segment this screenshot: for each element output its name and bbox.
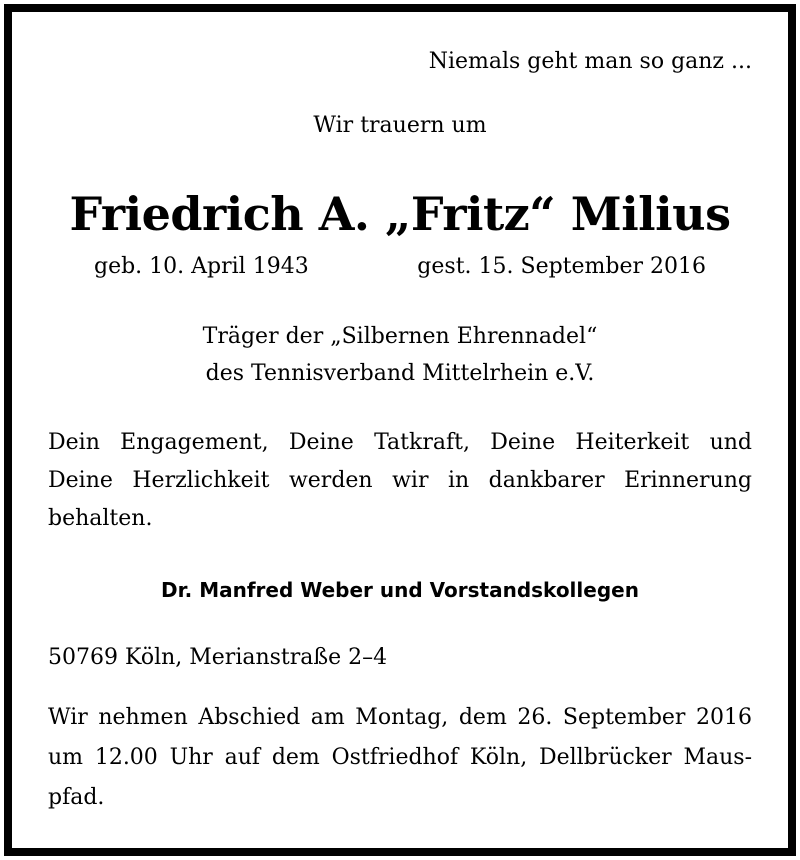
deceased-name: Friedrich A. „Fritz“ Milius: [69, 187, 731, 241]
honor-text: [48, 318, 752, 392]
funeral-line: pfad.: [48, 785, 105, 810]
tribute-line: behalten.: [48, 506, 153, 531]
funeral-line: um 12.00 Uhr auf dem Ostfriedhof Köln, Dellbrücker Maus-: [48, 745, 752, 770]
obituary-notice: [48, 0, 752, 860]
death-date: gest. 15. September 2016: [417, 254, 706, 279]
motto: Niemals geht man so ganz ...: [428, 49, 752, 74]
honor-line: des Tennisverband Mittelrhein e.V.: [205, 361, 595, 386]
signer: Dr. Manfred Weber und Vorstandskollegen: [161, 578, 639, 602]
tribute-line: Dein Engagement, Deine Tatkraft, Deine Heiterkeit und: [48, 430, 752, 455]
address: 50769 Köln, Merianstraße 2–4: [48, 645, 388, 670]
birth-date: geb. 10. April 1943: [94, 254, 309, 279]
honor-line: Träger der „Silbernen Ehrennadel“: [202, 324, 598, 349]
intro-text: Wir trauern um: [313, 113, 487, 138]
funeral-line: Wir nehmen Abschied am Montag, dem 26. September 2016: [48, 705, 752, 730]
funeral-info: [48, 698, 752, 818]
tribute-paragraph: [48, 424, 752, 538]
tribute-line: Deine Herzlichkeit werden wir in dankbarer Erinnerung: [48, 468, 752, 493]
